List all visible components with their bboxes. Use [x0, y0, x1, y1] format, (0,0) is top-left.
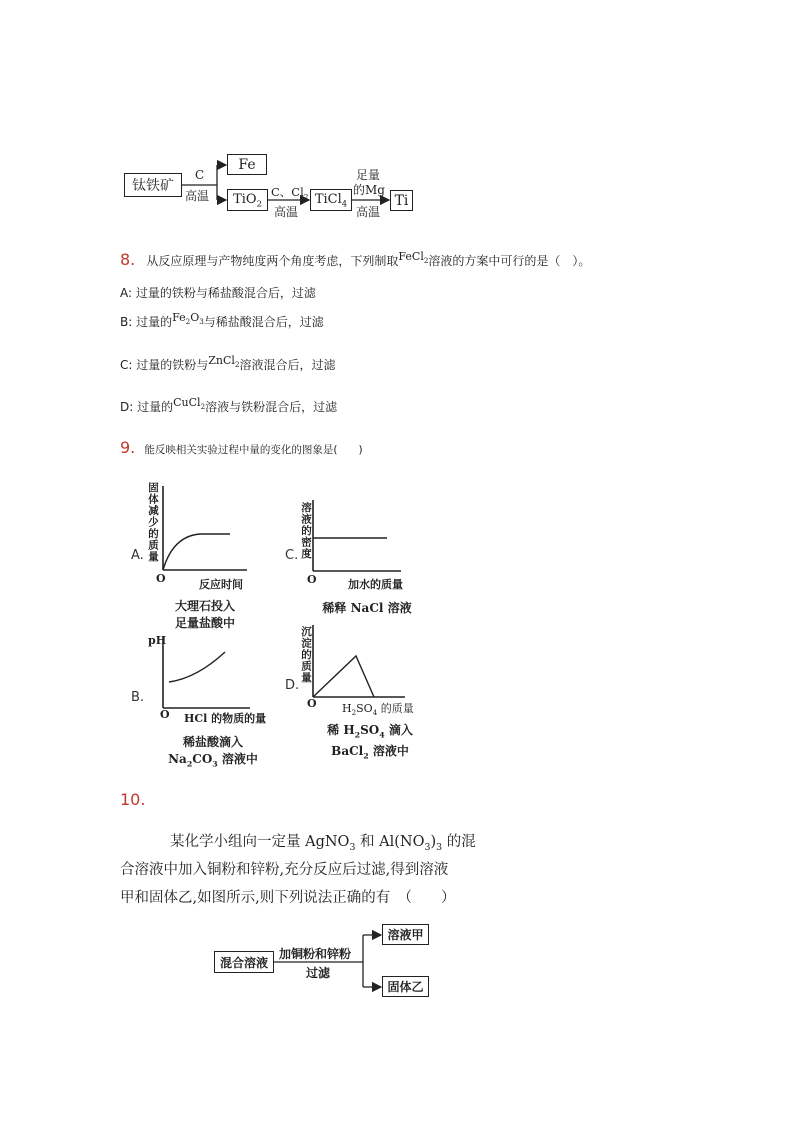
- q10-line-1: 某化学小组向一定量 AgNO$_3$ 和 $Al(NO_3)_3$ 的混: [170, 834, 476, 853]
- q9-number: 9.: [120, 438, 136, 457]
- chart-c-ylabel: 溶液的密度: [300, 502, 312, 560]
- chart-b-plot: [155, 630, 255, 715]
- solid-yi-label: 固体乙: [387, 980, 424, 994]
- q8-option-d[interactable]: D: 过量的CuCl$_2$溶液与铁粉混合后，过滤: [120, 396, 338, 414]
- tio2-label: TiO$_2$: [233, 191, 262, 209]
- step1-condition-top: C: [195, 168, 205, 182]
- ticl4-label: TiCl$_4$: [314, 191, 348, 209]
- chart-c-plot: [305, 495, 405, 580]
- chart-a-plot: [155, 478, 250, 578]
- chart-c-xlabel: 加水的质量: [348, 578, 403, 591]
- chart-d-xlabel: $H_2SO_4$ 的质量: [342, 702, 414, 718]
- chart-b-curve: [169, 652, 225, 682]
- step2-condition-top: C、$Cl_2$: [271, 185, 309, 202]
- q9-text: 能反映相关实验过程中量的变化的图象是( ): [144, 444, 363, 456]
- mix-solution-label: 混合溶液: [219, 955, 268, 970]
- step3-condition-top2: 的Mg: [353, 183, 385, 197]
- q8-text-after: 溶液的方案中可行的是（ ）。: [428, 254, 591, 268]
- chart-b-letter[interactable]: B.: [131, 690, 145, 705]
- chart-b-xlabel: HCl 的物质的量: [184, 712, 267, 725]
- chart-a-curve: [163, 534, 230, 570]
- chart-d-caption: 稀 $H_2SO_4$ 滴入 BaCl$_2$ 溶液中: [327, 723, 413, 761]
- q8-stem: [120, 250, 590, 270]
- q10-step-condition-bottom: 过滤: [306, 966, 331, 980]
- chart-d-line: [313, 656, 374, 697]
- q10-line-3: 甲和固体乙,如图所示,则下列说法正确的有 （ ）: [120, 890, 456, 906]
- q9-stem: [120, 438, 363, 457]
- fe-label: Fe: [238, 156, 256, 173]
- chart-b-caption: 稀盐酸滴入 $Na_2CO_3$ 溶液中: [168, 735, 258, 769]
- q8-option-b[interactable]: B: 过量的$Fe_2O_3$与稀盐酸混合后，过滤: [120, 311, 324, 329]
- chart-a-xlabel: 反应时间: [199, 578, 243, 591]
- chart-a-origin: O: [156, 572, 166, 585]
- q10-number: 10.: [120, 790, 146, 809]
- chart-b-ylabel: pH: [148, 634, 167, 647]
- ti-label: Ti: [394, 192, 409, 209]
- q8-option-c[interactable]: C: 过量的铁粉与ZnCl$_2$溶液混合后，过滤: [120, 354, 336, 372]
- chart-c-caption: 稀释 NaCl 溶液: [322, 601, 412, 615]
- step3-condition-top1: 足量: [356, 168, 381, 182]
- solution-jia-label: 溶液甲: [387, 928, 424, 942]
- chart-d-plot: [305, 622, 410, 702]
- q8-formula: FeCl2: [398, 250, 429, 266]
- q8-text-before: 从反应原理与产物纯度两个角度考虑，下列制取: [146, 254, 399, 268]
- step3-condition-bottom: 高温: [356, 205, 381, 219]
- q10-step-condition-top: 加铜粉和锌粉: [279, 947, 352, 961]
- chart-c-origin: O: [307, 573, 317, 586]
- step1-condition-bottom: 高温: [185, 189, 210, 203]
- q8-option-a[interactable]: A: 过量的铁粉与稀盐酸混合后，过滤: [120, 286, 316, 300]
- q10-line-2: 合溶液中加入铜粉和锌粉,充分反应后过滤,得到溶液: [120, 862, 449, 878]
- flow1-arrows: [0, 0, 794, 230]
- chart-a-caption: 大理石投入 足量盐酸中: [174, 599, 235, 630]
- chart-d-ylabel: 沉淀的质量: [300, 626, 312, 684]
- chart-b-origin: O: [160, 708, 170, 721]
- chart-d-origin: O: [307, 697, 317, 710]
- chart-c-letter[interactable]: C.: [285, 548, 299, 563]
- q10-flow-arrows: [0, 900, 794, 1010]
- chart-d-letter[interactable]: D.: [285, 678, 300, 693]
- q8-number: 8.: [120, 250, 136, 269]
- ore-label: 钛铁矿: [132, 178, 174, 194]
- chart-a-ylabel: 固体减少的质量: [147, 482, 159, 563]
- chart-a-letter[interactable]: A.: [131, 548, 144, 563]
- step2-condition-bottom: 高温: [274, 205, 299, 219]
